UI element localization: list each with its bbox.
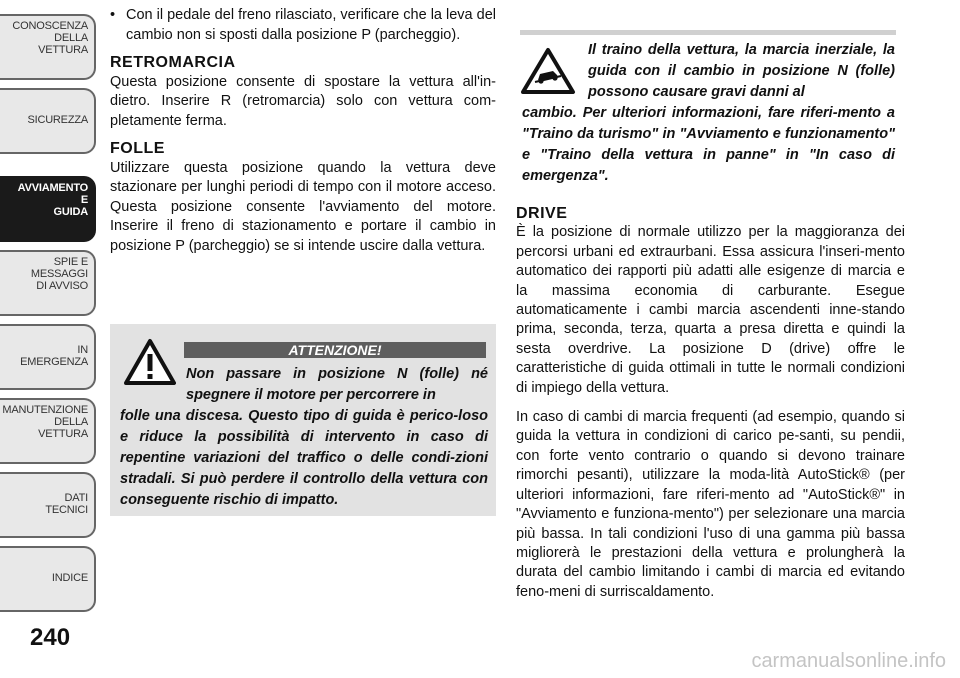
folle-heading: FOLLE [110,140,165,157]
bullet-dot: • [110,7,116,23]
bullet-text: Con il pedale del freno rilasciato, verificare che la leva del cambio non si sposti dalla posizione P (parcheggio). [126,7,496,43]
car-on-incline-icon [520,46,576,96]
tab-label-line: MESSAGGI [30,268,88,280]
warning-text-top: Non passare in posizione N (folle) né spegnere il motore per percorrere in [186,366,488,403]
tab-label-line: DATI [64,492,88,504]
left-column [110,6,496,256]
bullet-item [110,6,496,45]
warning-triangle-icon [124,338,176,386]
tab-label-line: MANUTENZIONE [2,404,88,416]
tab-label-line: SICUREZZA [27,114,88,126]
tab-label-line: GUIDA [53,206,88,218]
tab-label-line: DELLA [54,32,88,44]
tab-manutenzione[interactable] [0,398,96,464]
watermark: carmanualsonline.info [751,650,946,672]
tab-label-line: TECNICI [45,504,88,516]
retromarcia-text: Questa posizione consente di spostare la vettura all'in-dietro. Inserire R (retromarcia) solo con vettura com-pletamente ferma. [110,73,496,129]
note-bar [520,30,896,35]
warning-title: ATTENZIONE! [184,342,486,358]
folle-text: Utilizzare questa posizione quando la vettura deve stazionare per lunghi periodi di tempo con il motore acceso. Questa posizione consente l'avviamento del motore. Inserire il freno di stazionamento e portare il cambio in posizione P (parcheggio) se si intende uscire dalla vettura. [110,159,496,254]
tab-label-line: SPIE E [53,256,88,268]
page-number: 240 [30,624,71,651]
tab-label-line: INDICE [51,572,88,584]
tab-label-line: CONOSCENZA [12,20,88,32]
drive-text: È la posizione di normale utilizzo per la maggioranza dei percorsi urbani ed extraurbani. Essa assicura l'inseri-mento automatico dei rapporti più adatti alle esigenze di marcia e la massima economia di carburante. Esegue automaticamente i cambi marcia ascendenti inne-stando prima, seconda, terza, quarta a presa diretta e quindi la sesta overdrive. La posizione D (drive) offre le caratteristiche di guida ottimali in tutte le normali condizioni di impiego della vettura. [516,224,905,396]
warning-text-bottom: folle una discesa. Questo tipo di guida è perico-loso e riduce la possibilità di intervento in caso di repentine variazioni del traffico o delle condi-zioni stradali. Si può perdere il controllo della vettura con conseguente rischio di impatto. [120,408,488,508]
tab-label-line: VETTURA [38,428,88,440]
tab-label-line: E [80,194,88,206]
tab-emergenza[interactable] [0,324,96,390]
tab-spie[interactable] [0,250,96,316]
tab-label-line: DELLA [54,416,88,428]
tab-label-line: EMERGENZA [20,356,88,368]
tab-label-line: IN [77,344,88,356]
tab-dati[interactable] [0,472,96,538]
note-text-top: Il traino della vettura, la marcia inerziale, la guida con il cambio in posizione N (folle) possono causare gravi danni al [588,42,895,100]
tab-label-line: AVVIAMENTO [17,182,88,194]
tab-avviamento[interactable] [0,176,96,242]
right-column [516,204,905,602]
drive-heading: DRIVE [516,205,568,222]
tab-indice[interactable] [0,546,96,612]
autostick-text: In caso di cambi di marcia frequenti (ad esempio, quando si guida la vettura in condizioni di carico pe-santi, su pendii, con forte vento contrario o quando si devono trainare rimorchi pesanti), utilizzare la moda-lità AutoStick® (per ulteriori informazioni, fare riferi-mento ad "AutoStick®" in "Avviamento e funziona-mento") per selezionare una marcia più bassa. In tali condizioni l'uso di una gamma più bassa migliorerà le prestazioni della vettura e prolungherà la durata del cambio limitando i cambi di marcia ed evitando feno-meni di surriscaldamento. [516,409,905,600]
tab-label-line: DI AVVISO [36,280,88,292]
tab-conoscenza[interactable] [0,14,96,80]
note-text-bottom: cambio. Per ulteriori informazioni, fare riferi-mento a "Traino da turismo" in "Avviamento e funzionamento" e "Traino della vettura in panne" in "In caso di emergenza". [522,105,895,184]
warning-box [110,324,496,516]
tab-sicurezza[interactable] [0,88,96,154]
tab-label-line: VETTURA [38,44,88,56]
retromarcia-heading: RETROMARCIA [110,54,236,71]
